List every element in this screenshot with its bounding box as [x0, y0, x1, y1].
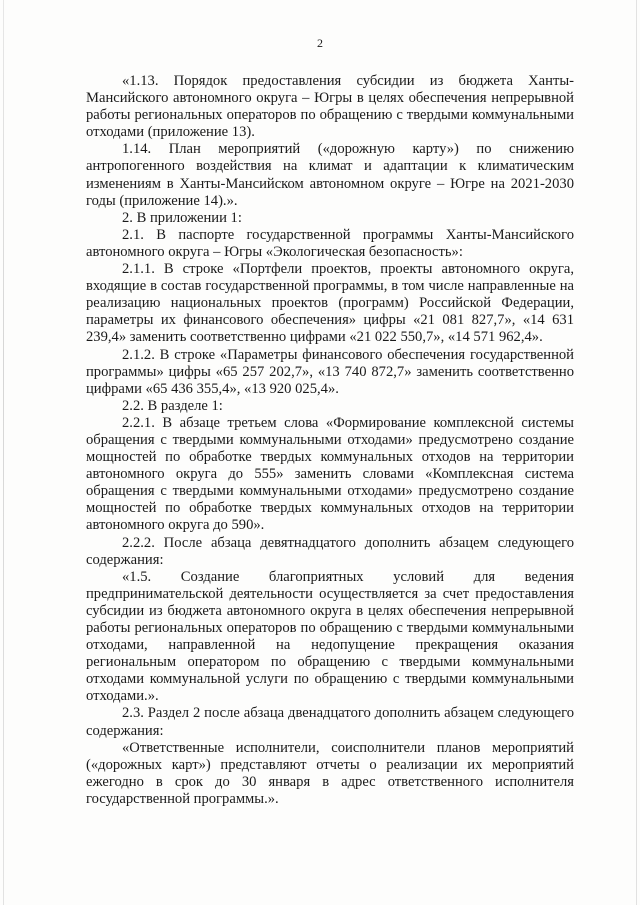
paragraph-responsible-quote: «Ответственные исполнители, соисполнители планов мероприятий («дорожных карт») представляют отчеты о реализации их мероприятий ежегодно в срок до 30 января в адрес ответственного исполнителя государственной программы.».	[86, 739, 574, 807]
paragraph-2-1: 2.1. В паспорте государственной программы Ханты-Мансийского автономного округа – Югры «Экологическая безопасность»:	[86, 226, 574, 260]
document-body	[86, 73, 574, 808]
paragraph-2-1-2: 2.1.2. В строке «Параметры финансового обеспечения государственной программы» цифры «65 257 202,7», «13 740 872,7» заменить соответственно цифрами «65 436 355,4», «13 920 025,4».	[86, 346, 574, 397]
scan-edge-left	[3, 0, 4, 905]
paragraph-1-5-quote: «1.5. Создание благоприятных условий для ведения предпринимательской деятельности осуществляется за счет предоставления субсидии из бюджета автономного округа в целях обеспечения непрерывной работы региональных операторов по обращению с твердыми коммунальными отходами, направленной на недопущение прекращения оказания региональным оператором по обращению с твердыми коммунальными отходами коммунальной услуги по обращению с твердыми коммунальными отходами.».	[86, 568, 574, 705]
paragraph-2-2-2: 2.2.2. После абзаца девятнадцатого дополнить абзацем следующего содержания:	[86, 534, 574, 568]
paragraph-2-3: 2.3. Раздел 2 после абзаца двенадцатого дополнить абзацем следующего содержания:	[86, 705, 574, 739]
page-number: 2	[317, 36, 323, 50]
scan-edge-right	[636, 0, 637, 905]
paragraph-2: 2. В приложении 1:	[122, 209, 242, 226]
paragraph-1-14: 1.14. План мероприятий («дорожную карту») по снижению антропогенного воздействия на климат и адаптации к климатическим изменениям в Ханты-Мансийском автономном округе – Югре на 2021-2030 годы (приложение 14).».	[86, 141, 574, 209]
paragraph-2-2-1: 2.2.1. В абзаце третьем слова «Формирование комплексной системы обращения с твердыми коммунальными отходами» предусмотрено создание мощностей по обработке твердых коммунальных отходов на территории автономного округа до 555» заменить словами «Комплексная система обращения с твердыми коммунальными отходами» предусмотрено создание мощностей по обработке твердых коммунальных отходов на территории автономного округа до 590».	[86, 414, 574, 534]
paragraph-2-2: 2.2. В разделе 1:	[122, 397, 223, 414]
paragraph-1-13: «1.13. Порядок предоставления субсидии из бюджета Ханты-Мансийского автономного округа – Югры в целях обеспечения непрерывной работы региональных операторов по обращению с твердыми коммунальными отходами (приложение 13).	[86, 73, 574, 141]
paragraph-2-1-1: 2.1.1. В строке «Портфели проектов, проекты автономного округа, входящие в состав государственной программы, в том числе направленные на реализацию национальных проектов (программ) Российской Федерации, параметры их финансового обеспечения» цифры «21 081 827,7», «14 631 239,4» заменить соответственно цифрами «21 022 550,7», «14 571 962,4».	[86, 261, 574, 346]
